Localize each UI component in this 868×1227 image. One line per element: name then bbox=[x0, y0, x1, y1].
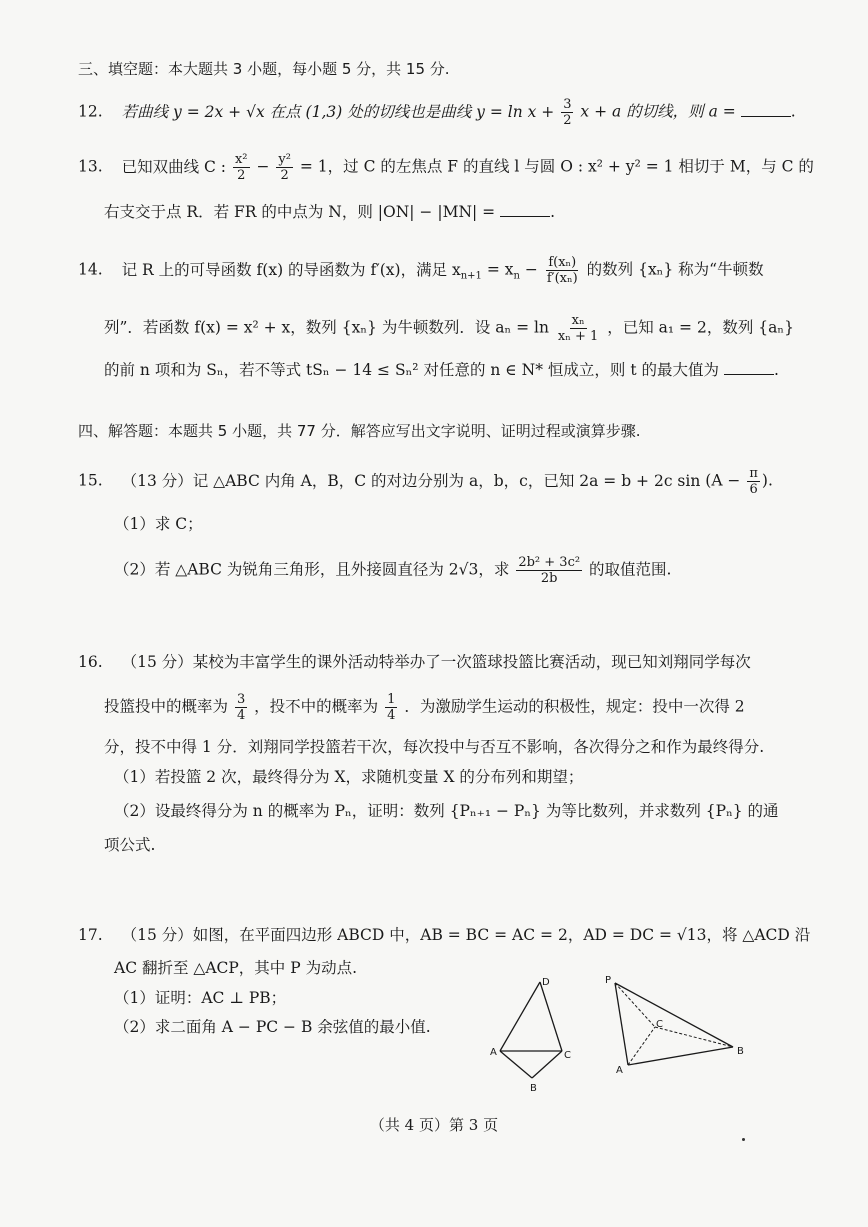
q12-text-a: 若曲线 y = 2x + √x 在点 (1,3) 处的切线也是曲线 y = ln x + bbox=[121, 102, 555, 121]
label-C: C bbox=[656, 1019, 663, 1030]
question-17: 17. （15 分）如图，在平面四边形 ABCD 中，AB = BC = AC = 2，AD = DC = √13，将 △ACD 沿 bbox=[78, 926, 811, 944]
q13-answer-blank bbox=[500, 202, 550, 217]
scan-speck bbox=[742, 1138, 745, 1141]
label-P: P bbox=[605, 975, 612, 986]
q14-number: 14. bbox=[78, 260, 103, 279]
q16-line-3: 分，投不中得 1 分．刘翔同学投篮若干次，每次投中与否互不影响，各次得分之和作为最终得分. bbox=[104, 738, 765, 756]
label-B: B bbox=[530, 1083, 537, 1094]
label-C: C bbox=[564, 1050, 571, 1061]
figure-folded-tetrahedron bbox=[600, 965, 760, 1080]
question-13: 13. 已知双曲线 C : $\frac{\text{x²}}{2}$ − $\frac{\text{y²}}{2}$ = 1，过 C 的左焦点 F 的直线 l 与圆 O : x² + y² = 1 相切于 M，与 C 的 bbox=[78, 152, 814, 183]
label-D: D bbox=[542, 977, 550, 988]
q13-number: 13. bbox=[78, 157, 103, 176]
page-footer: （共 4 页）第 3 页 bbox=[369, 1116, 499, 1134]
q16-number: 16. bbox=[78, 653, 103, 671]
q17-number: 17. bbox=[78, 926, 103, 944]
q14-line-2: 列”．若函数 f(x) = x² + x，数列 {xₙ} 为牛顿数列．设 aₙ = ln $\frac{\text{xₙ}}{\text{xₙ + 1}}$ ，已知 a₁ = 2，数列 {aₙ} bbox=[104, 313, 794, 344]
q15-fraction-expr: $\frac{\text{2b² + 3c²}}{2b}$ bbox=[518, 555, 581, 586]
q15-part-1: （1）求 C； bbox=[114, 515, 203, 533]
label-A: A bbox=[616, 1065, 623, 1076]
q12-answer-blank bbox=[741, 102, 791, 117]
q16-part-1: （1）若投篮 2 次，最终得分为 X，求随机变量 X 的分布列和期望； bbox=[114, 768, 584, 786]
q14-fraction-an: $\frac{\text{xₙ}}{\text{xₙ + 1}}$ bbox=[557, 313, 599, 344]
q13-text-a: 已知双曲线 C : bbox=[121, 157, 227, 176]
q12-text-b: x + a 的切线，则 a = bbox=[580, 102, 736, 121]
q17-part-2: （2）求二面角 A − PC − B 余弦值的最小值. bbox=[114, 1018, 431, 1036]
section-3-heading: 三、填空题：本大题共 3 小题，每小题 5 分，共 15 分. bbox=[78, 60, 450, 78]
question-12: 12. 若曲线 y = 2x + √x 在点 (1,3) 处的切线也是曲线 y = ln x + $\frac{3}{2}$ x + a 的切线，则 a = . bbox=[78, 97, 796, 128]
q13-fraction-2: $\frac{\text{y²}}{2}$ bbox=[278, 152, 291, 183]
q14-answer-blank bbox=[724, 360, 774, 375]
q13-fraction-1: $\frac{\text{x²}}{2}$ bbox=[234, 152, 248, 183]
q16-fraction-miss: $\frac{1}{4}$ bbox=[387, 692, 396, 723]
label-A: A bbox=[490, 1047, 497, 1058]
q16-fraction-hit: $\frac{3}{4}$ bbox=[236, 692, 246, 723]
q14-line-3: 的前 n 项和为 Sₙ，若不等式 tSₙ − 14 ≤ Sₙ² 对任意的 n ∈ N* 恒成立，则 t 的最大值为 . bbox=[104, 361, 779, 379]
q16-part-2-cont: 项公式. bbox=[104, 836, 156, 854]
q17-line-2: AC 翻折至 △ACP，其中 P 为动点. bbox=[114, 959, 358, 977]
q13-text-b: = 1，过 C 的左焦点 F 的直线 l 与圆 O : x² + y² = 1 相切于 M，与 C 的 bbox=[299, 157, 814, 176]
question-16: 16. （15 分）某校为丰富学生的课外活动特举办了一次篮球投篮比赛活动，现已知刘翔同学每次 bbox=[78, 653, 751, 671]
q13-line-2: 右支交于点 R．若 FR 的中点为 N，则 |ON| − |MN| = . bbox=[104, 203, 556, 221]
q15-number: 15. bbox=[78, 471, 103, 490]
q12-fraction: $\frac{3}{2}$ bbox=[563, 97, 572, 128]
figure-planar-quadrilateral bbox=[480, 970, 590, 1095]
q17-part-1: （1）证明：AC ⊥ PB； bbox=[114, 989, 287, 1007]
section-4-heading: 四、解答题：本题共 5 小题，共 77 分．解答应写出文字说明、证明过程或演算步骤. bbox=[78, 422, 641, 440]
question-14: 14. 记 R 上的可导函数 f(x) 的导函数为 f′(x)，满足 $x_{n+1} = x_n$ − $\frac{\text{f(xₙ)}}{\text{f′(xₙ)}}$ 的数列 {xₙ} 称为“牛顿数 bbox=[78, 255, 764, 286]
q14-fraction-newton: $\frac{\text{f(xₙ)}}{\text{f′(xₙ)}}$ bbox=[546, 255, 578, 286]
q16-part-2: （2）设最终得分为 n 的概率为 Pₙ，证明：数列 {Pₙ₊₁ − Pₙ} 为等比数列，并求数列 {Pₙ} 的通 bbox=[114, 802, 779, 820]
q12-number: 12. bbox=[78, 102, 103, 121]
q15-fraction-pi: $\frac{\pi}{6}$ bbox=[749, 466, 758, 497]
label-B: B bbox=[737, 1046, 744, 1057]
question-15: 15. （13 分）记 △ABC 内角 A，B，C 的对边分别为 a，b，c，已知 2a = b + 2c sin (A − $\frac{\pi}{6}$ ). bbox=[78, 466, 773, 497]
q15-part-2: （2）若 △ABC 为锐角三角形，且外接圆直径为 2√3，求 $\frac{\text{2b² + 3c²}}{2b}$ 的取值范围. bbox=[114, 555, 672, 586]
q16-line-2: 投篮投中的概率为 $\frac{3}{4}$ ，投不中的概率为 $\frac{1}{4}$ ．为激励学生运动的积极性，规定：投中一次得 2 bbox=[104, 692, 745, 723]
